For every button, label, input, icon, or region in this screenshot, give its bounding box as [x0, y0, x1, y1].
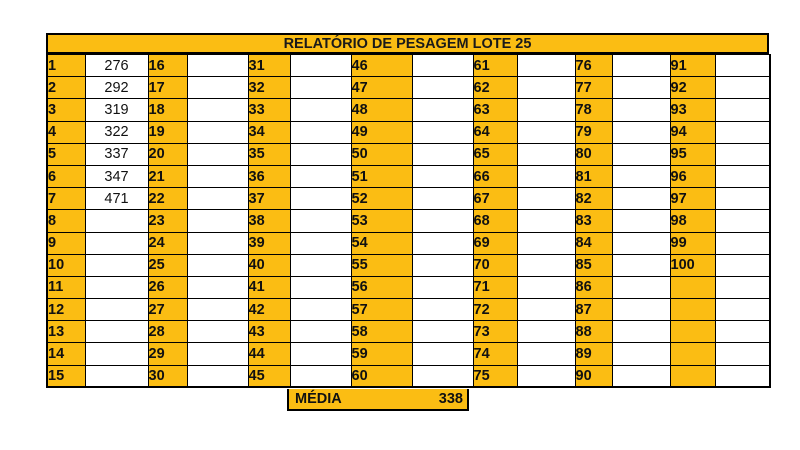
animal-number-cell[interactable]: 72: [473, 299, 517, 321]
weight-value-cell[interactable]: [715, 343, 770, 365]
animal-number-cell[interactable]: 31: [248, 55, 290, 77]
animal-number-cell[interactable]: 6: [47, 165, 85, 187]
weight-value-cell[interactable]: [412, 143, 473, 165]
weight-value-cell[interactable]: [612, 210, 670, 232]
weight-value-cell[interactable]: [715, 188, 770, 210]
weight-value-cell[interactable]: [612, 321, 670, 343]
table-row: [47, 210, 770, 232]
table-row: [47, 165, 770, 187]
weight-value-cell[interactable]: [517, 143, 575, 165]
table-row: [47, 365, 770, 387]
weight-value-cell[interactable]: [517, 365, 575, 387]
weight-value-cell[interactable]: [290, 343, 351, 365]
animal-number-cell[interactable]: 20: [148, 143, 187, 165]
animal-number-cell[interactable]: 79: [575, 121, 612, 143]
animal-number-cell[interactable]: 74: [473, 343, 517, 365]
weight-value-cell[interactable]: [412, 299, 473, 321]
weight-value-cell[interactable]: [290, 77, 351, 99]
animal-number-cell[interactable]: 10: [47, 254, 85, 276]
weight-value-cell[interactable]: [187, 232, 248, 254]
animal-number-cell[interactable]: 64: [473, 121, 517, 143]
table-row: [47, 321, 770, 343]
animal-number-cell[interactable]: 23: [148, 210, 187, 232]
weight-value-cell[interactable]: [290, 299, 351, 321]
weight-value-cell[interactable]: [715, 99, 770, 121]
animal-number-cell[interactable]: 11: [47, 276, 85, 298]
weight-value-cell[interactable]: [290, 121, 351, 143]
average-label: MÉDIA: [295, 391, 342, 407]
animal-number-cell[interactable]: 30: [148, 365, 187, 387]
weight-value-cell[interactable]: [412, 365, 473, 387]
animal-number-cell[interactable]: 3: [47, 99, 85, 121]
animal-number-cell[interactable]: 61: [473, 55, 517, 77]
weight-value-cell[interactable]: [612, 365, 670, 387]
weight-value-cell[interactable]: [85, 254, 148, 276]
weight-value-cell[interactable]: [290, 365, 351, 387]
animal-number-cell[interactable]: 58: [351, 321, 412, 343]
weight-value-cell[interactable]: [715, 254, 770, 276]
animal-number-cell[interactable]: 39: [248, 232, 290, 254]
weight-value-cell[interactable]: [187, 121, 248, 143]
table-row: [47, 121, 770, 143]
animal-number-cell[interactable]: 41: [248, 276, 290, 298]
animal-number-cell[interactable]: 33: [248, 99, 290, 121]
weight-value-cell[interactable]: [612, 232, 670, 254]
animal-number-cell[interactable]: 32: [248, 77, 290, 99]
animal-number-cell[interactable]: 95: [670, 143, 715, 165]
animal-number-cell[interactable]: 46: [351, 55, 412, 77]
animal-number-cell[interactable]: 7: [47, 188, 85, 210]
animal-number-cell[interactable]: 77: [575, 77, 612, 99]
weight-value-cell[interactable]: [517, 121, 575, 143]
weight-value-cell[interactable]: [715, 210, 770, 232]
table-row: [47, 254, 770, 276]
animal-number-cell[interactable]: 83: [575, 210, 612, 232]
weight-value-cell[interactable]: [85, 343, 148, 365]
weight-value-cell[interactable]: [517, 254, 575, 276]
animal-number-cell[interactable]: 52: [351, 188, 412, 210]
animal-number-cell[interactable]: 45: [248, 365, 290, 387]
weight-value-cell[interactable]: [187, 254, 248, 276]
animal-number-cell[interactable]: 38: [248, 210, 290, 232]
table-row: [47, 77, 770, 99]
weight-value-cell[interactable]: [517, 343, 575, 365]
weight-value-cell[interactable]: [612, 99, 670, 121]
animal-number-cell[interactable]: 27: [148, 299, 187, 321]
animal-number-cell[interactable]: 12: [47, 299, 85, 321]
weight-value-cell[interactable]: [290, 99, 351, 121]
animal-number-cell[interactable]: 90: [575, 365, 612, 387]
weight-value-cell[interactable]: [412, 188, 473, 210]
animal-number-cell[interactable]: 26: [148, 276, 187, 298]
animal-number-cell[interactable]: 25: [148, 254, 187, 276]
animal-number-cell[interactable]: 67: [473, 188, 517, 210]
weight-value-cell[interactable]: [290, 143, 351, 165]
animal-number-cell[interactable]: 73: [473, 321, 517, 343]
animal-number-cell[interactable]: [670, 365, 715, 387]
animal-number-cell[interactable]: 69: [473, 232, 517, 254]
animal-number-cell[interactable]: 48: [351, 99, 412, 121]
weight-value-cell[interactable]: [85, 232, 148, 254]
weight-value-cell[interactable]: [187, 299, 248, 321]
weight-value-cell[interactable]: 319: [85, 99, 148, 121]
animal-number-cell[interactable]: [670, 276, 715, 298]
weight-value-cell[interactable]: [612, 55, 670, 77]
animal-number-cell[interactable]: 57: [351, 299, 412, 321]
animal-number-cell[interactable]: 35: [248, 143, 290, 165]
weight-value-cell[interactable]: [715, 299, 770, 321]
animal-number-cell[interactable]: 75: [473, 365, 517, 387]
weight-value-cell[interactable]: [715, 276, 770, 298]
weight-value-cell[interactable]: [612, 343, 670, 365]
animal-number-cell[interactable]: 24: [148, 232, 187, 254]
animal-number-cell[interactable]: 92: [670, 77, 715, 99]
animal-number-cell[interactable]: [670, 299, 715, 321]
animal-number-cell[interactable]: 53: [351, 210, 412, 232]
weight-value-cell[interactable]: [85, 321, 148, 343]
weight-value-cell[interactable]: [517, 77, 575, 99]
animal-number-cell[interactable]: 5: [47, 143, 85, 165]
weight-value-cell[interactable]: 322: [85, 121, 148, 143]
animal-number-cell[interactable]: 98: [670, 210, 715, 232]
weight-value-cell[interactable]: [187, 210, 248, 232]
animal-number-cell[interactable]: 76: [575, 55, 612, 77]
animal-number-cell[interactable]: 66: [473, 165, 517, 187]
animal-number-cell[interactable]: 84: [575, 232, 612, 254]
weight-value-cell[interactable]: [290, 55, 351, 77]
animal-number-cell[interactable]: 49: [351, 121, 412, 143]
weight-value-cell[interactable]: 337: [85, 143, 148, 165]
weight-value-cell[interactable]: [412, 343, 473, 365]
weight-value-cell[interactable]: [715, 77, 770, 99]
weight-value-cell[interactable]: [517, 210, 575, 232]
animal-number-cell[interactable]: 15: [47, 365, 85, 387]
animal-number-cell[interactable]: 36: [248, 165, 290, 187]
animal-number-cell[interactable]: 37: [248, 188, 290, 210]
animal-number-cell[interactable]: 55: [351, 254, 412, 276]
animal-number-cell[interactable]: 4: [47, 121, 85, 143]
animal-number-cell[interactable]: 56: [351, 276, 412, 298]
animal-number-cell[interactable]: 14: [47, 343, 85, 365]
animal-number-cell[interactable]: 87: [575, 299, 612, 321]
weight-value-cell[interactable]: [612, 143, 670, 165]
table-row: [47, 343, 770, 365]
animal-number-cell[interactable]: 29: [148, 343, 187, 365]
animal-number-cell[interactable]: 60: [351, 365, 412, 387]
weight-value-cell[interactable]: [517, 299, 575, 321]
weight-value-cell[interactable]: [187, 343, 248, 365]
weight-value-cell[interactable]: [517, 165, 575, 187]
animal-number-cell[interactable]: 50: [351, 143, 412, 165]
average-row: [287, 389, 469, 411]
table-row: [47, 55, 770, 77]
animal-number-cell[interactable]: 78: [575, 99, 612, 121]
animal-number-cell[interactable]: 94: [670, 121, 715, 143]
weight-value-cell[interactable]: [290, 321, 351, 343]
animal-number-cell[interactable]: 89: [575, 343, 612, 365]
animal-number-cell[interactable]: 17: [148, 77, 187, 99]
weight-value-cell[interactable]: [290, 188, 351, 210]
weight-value-cell[interactable]: [290, 254, 351, 276]
weight-value-cell[interactable]: [517, 321, 575, 343]
weight-value-cell[interactable]: [612, 276, 670, 298]
animal-number-cell[interactable]: 54: [351, 232, 412, 254]
weight-value-cell[interactable]: [187, 276, 248, 298]
weight-value-cell[interactable]: [187, 165, 248, 187]
weight-value-cell[interactable]: [85, 365, 148, 387]
animal-number-cell[interactable]: 47: [351, 77, 412, 99]
table-row: [47, 99, 770, 121]
weight-value-cell[interactable]: [715, 55, 770, 77]
weight-value-cell[interactable]: 276: [85, 55, 148, 77]
animal-number-cell[interactable]: 19: [148, 121, 187, 143]
animal-number-cell[interactable]: 42: [248, 299, 290, 321]
animal-number-cell[interactable]: 65: [473, 143, 517, 165]
weight-value-cell[interactable]: [612, 165, 670, 187]
animal-number-cell[interactable]: 9: [47, 232, 85, 254]
weight-value-cell[interactable]: [517, 188, 575, 210]
weight-value-cell[interactable]: 471: [85, 188, 148, 210]
weight-value-cell[interactable]: [517, 55, 575, 77]
animal-number-cell[interactable]: 96: [670, 165, 715, 187]
animal-number-cell[interactable]: 51: [351, 165, 412, 187]
weight-value-cell[interactable]: [412, 99, 473, 121]
animal-number-cell[interactable]: 43: [248, 321, 290, 343]
weighing-grid: [46, 54, 771, 388]
weight-value-cell[interactable]: [612, 121, 670, 143]
animal-number-cell[interactable]: 62: [473, 77, 517, 99]
weight-value-cell[interactable]: [517, 232, 575, 254]
animal-number-cell[interactable]: 8: [47, 210, 85, 232]
animal-number-cell[interactable]: 71: [473, 276, 517, 298]
weight-value-cell[interactable]: [187, 143, 248, 165]
animal-number-cell[interactable]: 18: [148, 99, 187, 121]
animal-number-cell[interactable]: 81: [575, 165, 612, 187]
weight-value-cell[interactable]: [85, 299, 148, 321]
weight-value-cell[interactable]: [412, 254, 473, 276]
weight-value-cell[interactable]: [517, 276, 575, 298]
average-value: 338: [438, 391, 463, 407]
weight-value-cell[interactable]: [187, 321, 248, 343]
animal-number-cell[interactable]: 1: [47, 55, 85, 77]
table-row: [47, 188, 770, 210]
weight-value-cell[interactable]: [85, 276, 148, 298]
animal-number-cell[interactable]: 85: [575, 254, 612, 276]
table-row: [47, 299, 770, 321]
weight-value-cell[interactable]: [612, 188, 670, 210]
report-title: RELATÓRIO DE PESAGEM LOTE 25: [46, 33, 769, 54]
animal-number-cell[interactable]: 22: [148, 188, 187, 210]
table-row: [47, 232, 770, 254]
weight-value-cell[interactable]: [715, 232, 770, 254]
animal-number-cell[interactable]: 86: [575, 276, 612, 298]
animal-number-cell[interactable]: 16: [148, 55, 187, 77]
weight-value-cell[interactable]: [290, 210, 351, 232]
weight-value-cell[interactable]: [290, 232, 351, 254]
weight-value-cell[interactable]: 292: [85, 77, 148, 99]
weight-value-cell[interactable]: [517, 99, 575, 121]
weight-value-cell[interactable]: [612, 77, 670, 99]
weight-value-cell[interactable]: [715, 143, 770, 165]
animal-number-cell[interactable]: 93: [670, 99, 715, 121]
weight-value-cell[interactable]: [412, 321, 473, 343]
weight-value-cell[interactable]: [290, 165, 351, 187]
animal-number-cell[interactable]: 100: [670, 254, 715, 276]
animal-number-cell[interactable]: 82: [575, 188, 612, 210]
animal-number-cell[interactable]: 28: [148, 321, 187, 343]
animal-number-cell[interactable]: 2: [47, 77, 85, 99]
animal-number-cell[interactable]: 80: [575, 143, 612, 165]
weight-value-cell[interactable]: [715, 321, 770, 343]
animal-number-cell[interactable]: [670, 343, 715, 365]
animal-number-cell[interactable]: 63: [473, 99, 517, 121]
animal-number-cell[interactable]: 34: [248, 121, 290, 143]
animal-number-cell[interactable]: 68: [473, 210, 517, 232]
weight-value-cell[interactable]: [187, 365, 248, 387]
animal-number-cell[interactable]: 97: [670, 188, 715, 210]
weighing-report-sheet: [46, 33, 769, 388]
animal-number-cell[interactable]: 21: [148, 165, 187, 187]
weight-value-cell[interactable]: [187, 55, 248, 77]
weight-value-cell[interactable]: [412, 276, 473, 298]
weight-value-cell[interactable]: 347: [85, 165, 148, 187]
weight-value-cell[interactable]: [715, 165, 770, 187]
table-row: [47, 276, 770, 298]
animal-number-cell[interactable]: 91: [670, 55, 715, 77]
animal-number-cell[interactable]: 13: [47, 321, 85, 343]
weight-value-cell[interactable]: [412, 165, 473, 187]
animal-number-cell[interactable]: 59: [351, 343, 412, 365]
weight-value-cell[interactable]: [187, 77, 248, 99]
weight-value-cell[interactable]: [715, 121, 770, 143]
weight-value-cell[interactable]: [187, 188, 248, 210]
weight-value-cell[interactable]: [612, 254, 670, 276]
weight-value-cell[interactable]: [612, 299, 670, 321]
weight-value-cell[interactable]: [715, 365, 770, 387]
animal-number-cell[interactable]: 70: [473, 254, 517, 276]
table-row: [47, 143, 770, 165]
animal-number-cell[interactable]: 44: [248, 343, 290, 365]
animal-number-cell[interactable]: 88: [575, 321, 612, 343]
animal-number-cell[interactable]: 99: [670, 232, 715, 254]
animal-number-cell[interactable]: 40: [248, 254, 290, 276]
weight-value-cell[interactable]: [412, 210, 473, 232]
weight-value-cell[interactable]: [290, 276, 351, 298]
weight-value-cell[interactable]: [412, 77, 473, 99]
weight-value-cell[interactable]: [412, 232, 473, 254]
animal-number-cell[interactable]: [670, 321, 715, 343]
weight-value-cell[interactable]: [412, 121, 473, 143]
weight-value-cell[interactable]: [187, 99, 248, 121]
weight-value-cell[interactable]: [412, 55, 473, 77]
weight-value-cell[interactable]: [85, 210, 148, 232]
